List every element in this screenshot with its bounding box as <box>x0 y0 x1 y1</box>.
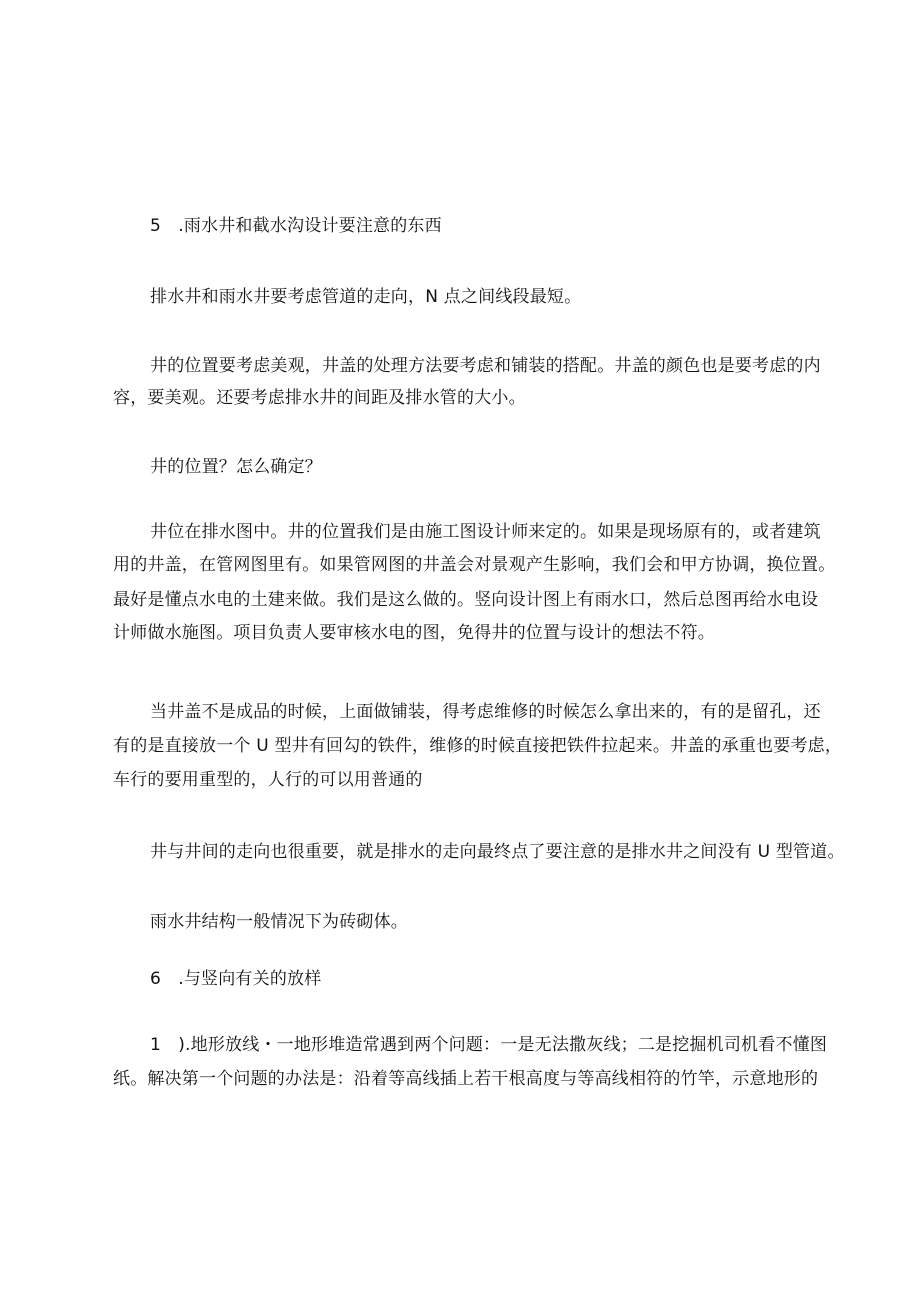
paragraph-4-line-4: 计师做水施图。项目负责人要审核水电的图，免得井的位置与设计的想法不符。 <box>113 623 715 643</box>
paragraph-7-line-1: 雨水井结构一般情况下为砖砌体。 <box>150 912 408 932</box>
section-6-heading: 6 .与竖向有关的放样 <box>150 969 322 989</box>
paragraph-1-line-1: 排水井和雨水井要考虑管道的走向，N 点之间线段最短。 <box>150 287 582 307</box>
paragraph-4-line-2: 用的井盖，在管网图里有。如果管网图的井盖会对景观产生影响，我们会和甲方协调，换位置。 <box>113 555 836 575</box>
paragraph-2-line-2: 容，要美观。还要考虑排水井的间距及排水管的大小。 <box>113 388 526 408</box>
paragraph-5-line-2: 有的是直接放一个 U 型井有回勾的铁件，维修的时候直接把铁件拉起来。井盖的承重也要考虑， <box>113 736 843 756</box>
paragraph-6-line-1: 井与井间的走向也很重要，就是排水的走向最终点了要注意的是排水井之间没有 U 型管道。 <box>150 842 845 862</box>
paragraph-4-line-1: 井位在排水图中。井的位置我们是由施工图设计师来定的。如果是现场原有的，或者建筑 <box>150 522 821 542</box>
item-1-line-1: 1 ).地形放线・一地形堆造常遇到两个问题：一是无法撒灰线；二是挖掘机司机看不懂图 <box>150 1035 828 1055</box>
item-1-line-2: 纸。解决第一个问题的办法是：沿着等高线插上若干根高度与等高线相符的竹竿，示意地形的 <box>113 1069 819 1089</box>
paragraph-2-line-1: 井的位置要考虑美观，井盖的处理方法要考虑和铺装的搭配。井盖的颜色也是要考虑的内 <box>150 356 821 376</box>
paragraph-3-line-1: 井的位置？怎么确定？ <box>150 457 322 477</box>
section-5-heading: 5 .雨水井和截水沟设计要注意的东西 <box>150 216 442 236</box>
paragraph-5-line-1: 当井盖不是成品的时候，上面做铺装，得考虑维修的时候怎么拿出来的，有的是留孔，还 <box>150 702 821 722</box>
paragraph-4-line-3: 最好是懂点水电的土建来做。我们是这么做的。竖向设计图上有雨水口，然后总图再给水电设 <box>113 590 819 610</box>
paragraph-5-line-3: 车行的要用重型的，人行的可以用普通的 <box>113 770 423 790</box>
